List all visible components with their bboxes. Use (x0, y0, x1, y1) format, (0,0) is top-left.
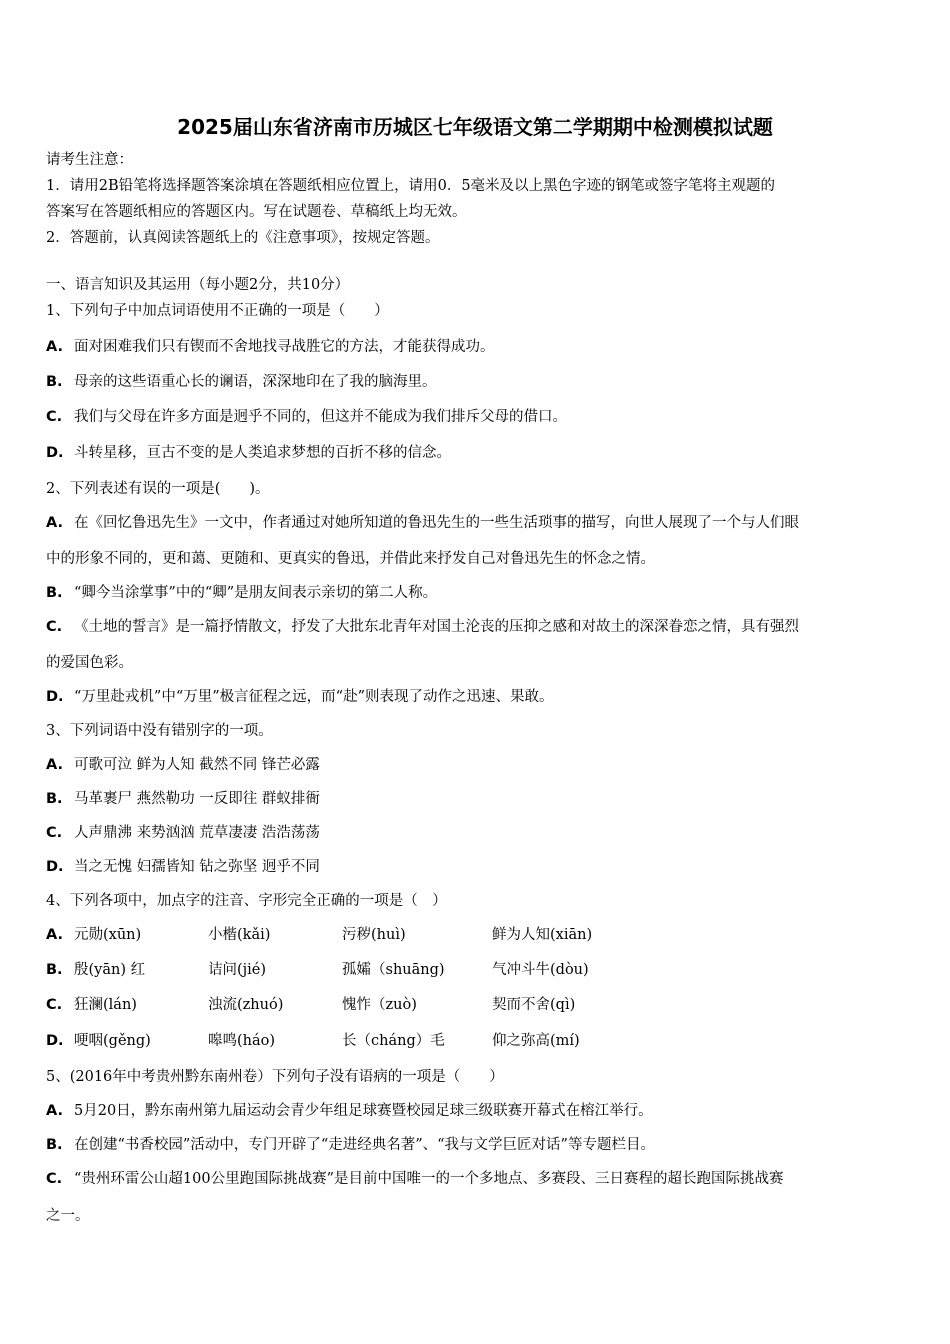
q1-option-b: B. 母亲的这些语重心长的谰语，深深地印在了我的脑海里。 (46, 374, 437, 390)
q4-stem: 4、下列各项中，加点字的注音、字形完全正确的一项是（ ） (46, 893, 447, 909)
q2-option-d: D. “万里赴戎机”中“万里”极言征程之远，而“赴”则表现了动作之迅速、果敢。 (46, 689, 554, 705)
q3-option-d: D. 当之无愧 妇孺皆知 钻之弥坚 迥乎不同 (46, 859, 320, 875)
q2-option-c: C. 《土地的誓言》是一篇抒情散文，抒发了大批东北青年对国土沦丧的压抑之感和对故土的深深眷恋之情，具有强烈 (46, 619, 799, 635)
q5-option-c-cont: 之一。 (46, 1208, 90, 1224)
q4-row-b: B. 殷(yān) 红 诘问(jié) 孤孀（shuāng) 气冲斗牛(dòu) (46, 962, 589, 978)
q1-stem: 1、下列句子中加点词语使用不正确的一项是（ ） (46, 303, 389, 319)
q5-option-a: A. 5月20日，黔东南州第九届运动会青少年组足球赛暨校园足球三级联赛开幕式在榕江举行。 (46, 1103, 653, 1119)
q2-option-c-cont: 的爱国色彩。 (46, 655, 133, 671)
q5-stem: 5、(2016年中考贵州黔东南州卷）下列句子没有语病的一项是（ ） (46, 1069, 504, 1085)
q1-option-c: C. 我们与父母在许多方面是迥乎不同的，但这并不能成为我们排斥父母的借口。 (46, 409, 567, 425)
q3-option-b: B. 马革裹尸 燕然勒功 一反即往 群蚁排衙 (46, 791, 320, 807)
q4-row-a: A. 元勋(xūn) 小楷(kǎi) 污秽(huì) 鲜为人知(xiān) (46, 927, 593, 943)
q2-option-a-cont: 中的形象不同的，更和蔼、更随和、更真实的鲁迅，并借此来抒发自己对鲁迅先生的怀念之情。 (46, 551, 655, 567)
q1-option-a: A. 面对困难我们只有锲而不舍地找寻战胜它的方法，才能获得成功。 (46, 339, 495, 355)
notice-item-1: 1．请用2B铅笔将选择题答案涂填在答题纸相应位置上，请用0．5毫米及以上黑色字迹的钢笔或签字笔将主观题的 (46, 178, 776, 194)
q2-stem: 2、下列表述有误的一项是( )。 (46, 481, 270, 497)
q1-option-d: D. 斗转星移，亘古不变的是人类追求梦想的百折不移的信念。 (46, 445, 451, 461)
q2-option-a: A. 在《回忆鲁迅先生》一文中，作者通过对她所知道的鲁迅先生的一些生活琐事的描写，向世人展现了一个与人们眼 (46, 515, 799, 531)
notice-heading: 请考生注意： (46, 152, 133, 168)
q3-option-c: C. 人声鼎沸 来势汹汹 荒草凄凄 浩浩荡荡 (46, 825, 320, 841)
q3-option-a: A. 可歌可泣 鲜为人知 截然不同 锋芒必露 (46, 757, 320, 773)
q3-stem: 3、下列词语中没有错别字的一项。 (46, 723, 273, 739)
q5-option-b: B. 在创建“书香校园”活动中，专门开辟了“走进经典名著”、“我与文学巨匠对话”等专题栏目。 (46, 1137, 655, 1153)
q5-option-c: C. “贵州环雷公山超100公里跑国际挑战赛”是目前中国唯一的一个多地点、多赛段、三日赛程的超长跑国际挑战赛 (46, 1171, 784, 1187)
page-title: 2025届山东省济南市历城区七年级语文第二学期期中检测模拟试题 (177, 115, 773, 139)
notice-item-2: 2．答题前，认真阅读答题纸上的《注意事项》，按规定答题。 (46, 230, 440, 246)
q2-option-b: B. “卿今当涂掌事”中的“卿”是朋友间表示亲切的第二人称。 (46, 585, 438, 601)
q4-row-c: C. 狂澜(lán) 浊流(zhuó) 愧怍（zuò) 契而不舍(qì) (46, 997, 576, 1013)
q4-row-d: D. 哽咽(gěng) 嗥鸣(háo) 长（cháng）毛 仰之弥高(mí) (46, 1033, 580, 1049)
section-heading: 一、语言知识及其运用（每小题2分，共10分） (46, 277, 350, 293)
notice-item-1-cont: 答案写在答题纸相应的答题区内。写在试题卷、草稿纸上均无效。 (46, 204, 467, 220)
